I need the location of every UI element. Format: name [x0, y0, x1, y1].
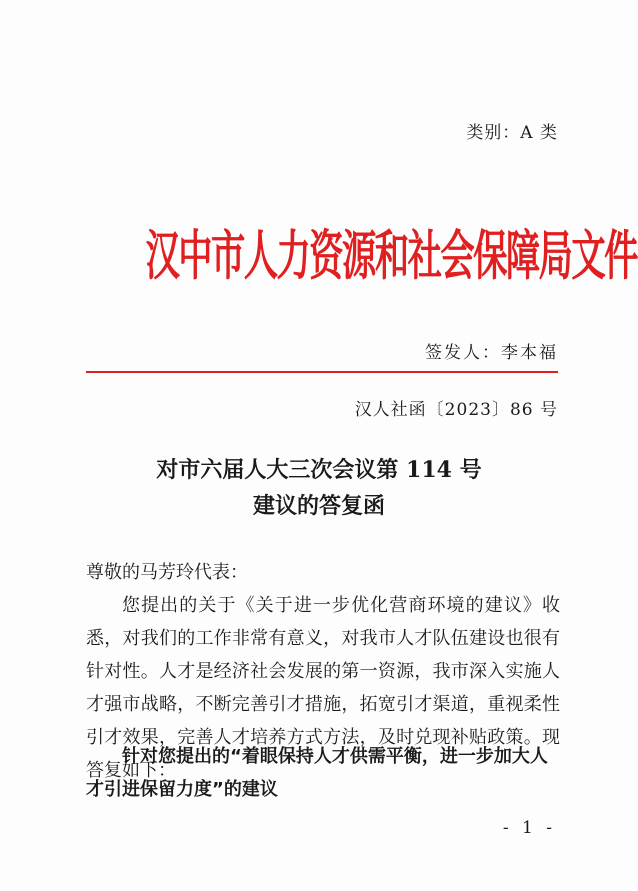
salutation: 尊敬的马芳玲代表：: [86, 562, 248, 583]
section-subheading: 针对您提出的“着眼保持人才供需平衡，进一步加大人才引进保留力度”的建议: [86, 746, 548, 800]
red-divider-line: [86, 371, 558, 373]
document-number: 汉人社函〔2023〕86 号: [354, 400, 558, 420]
document-category: 类别：A 类: [466, 123, 558, 143]
title-line-2: 建议的答复函: [252, 493, 385, 519]
signatory: 签发人：李本福: [425, 343, 558, 363]
issuing-office-masthead: 汉中市人力资源和社会保障局文件: [145, 225, 637, 288]
body-paragraph: 您提出的关于《关于进一步优化营商环境的建议》收悉，对我们的工作非常有意义，对我市人才队伍建设也很有针对性。人才是经济社会发展的第一资源，我市深入实施人才强市战略，不断完善引才措施，拓宽引才渠道，重视柔性引才效果，完善人才培养方式方法，及时兑现补贴政策。现答复如下：: [86, 595, 560, 781]
title-line-1: 对市六届人大三次会议第 114 号: [156, 457, 482, 483]
page-number: - 1 -: [502, 818, 556, 838]
document-title: [0, 452, 638, 524]
